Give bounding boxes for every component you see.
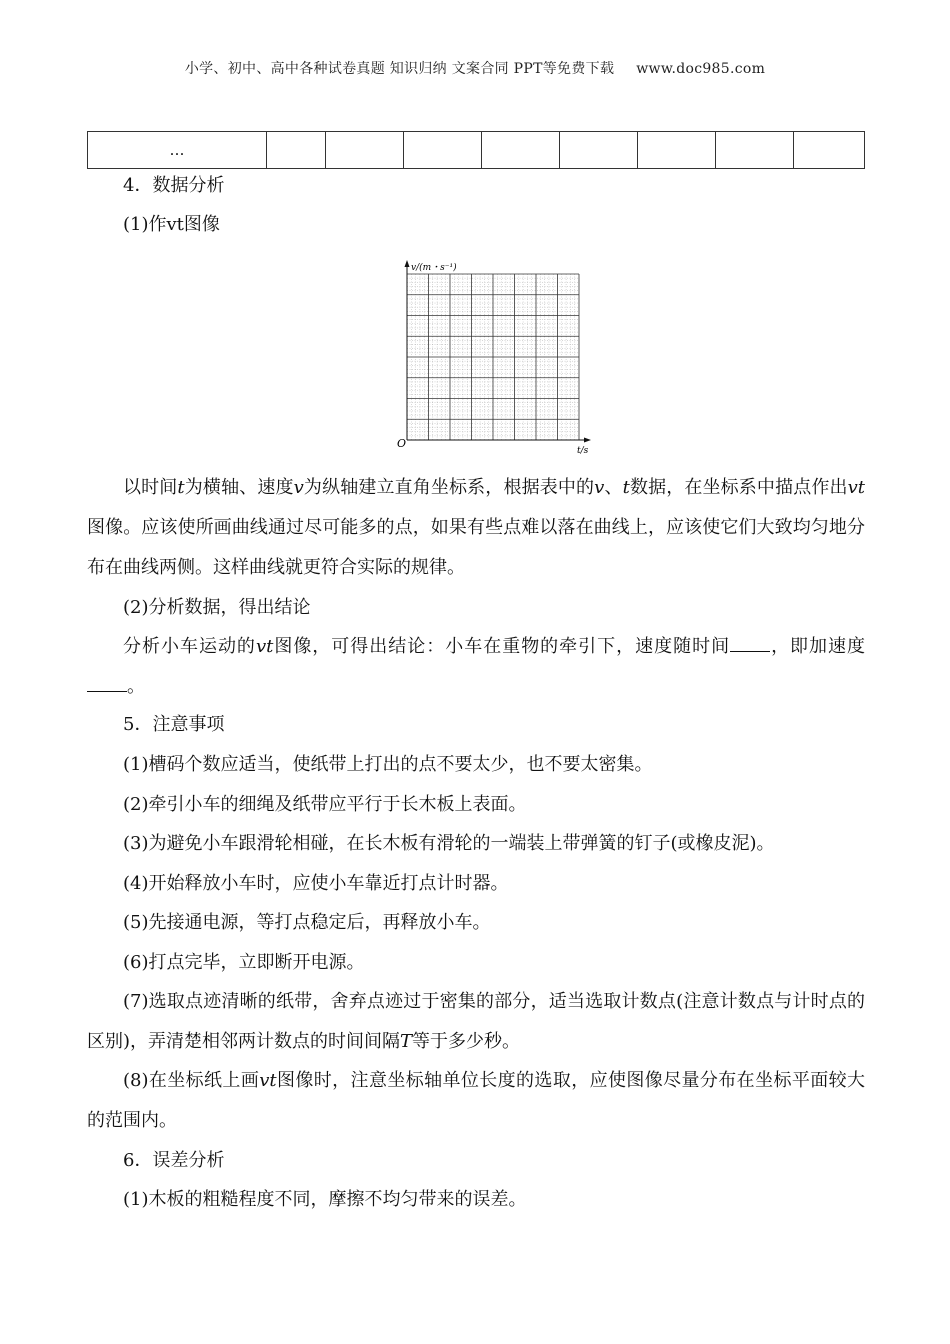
table-cell — [267, 132, 326, 169]
answer-blank[interactable] — [730, 635, 770, 652]
paragraph-conclusion: 分析小车运动的vt图像，可得出结论：小车在重物的牵引下，速度随时间 ，即加速度。 — [87, 627, 865, 707]
table-cell: … — [88, 132, 267, 169]
table-row — [88, 132, 865, 169]
header-text: 小学、初中、高中各种试卷真题 知识归纳 文案合同 PPT等免费下载 — [184, 61, 615, 77]
note-item-5: (5)先接通电源，等打点稳定后，再释放小车。 — [123, 912, 491, 933]
error-item-1: (1)木板的粗糙程度不同，摩擦不均匀带来的误差。 — [123, 1189, 527, 1210]
origin-label: O — [397, 437, 407, 450]
table-cell — [482, 132, 560, 169]
data-table-continuation — [87, 131, 865, 169]
table-cell — [326, 132, 404, 169]
note-item-1: (1)槽码个数应适当，使纸带上打出的点不要太少，也不要太密集。 — [123, 754, 653, 775]
paragraph-plot-method: 以时间t为横轴、速度v为纵轴建立直角坐标系，根据表中的v、t数据，在坐标系中描点作出vt图像。应该使所画曲线通过尽可能多的点，如果有些点难以落在曲线上，应该使它们大致均匀地分布在曲线两侧。这样曲线就更符合实际的规律。 — [87, 477, 866, 578]
table-cell — [716, 132, 794, 169]
x-axis-label: t/s — [577, 446, 589, 456]
table-cell — [560, 132, 638, 169]
note-item-7: (7)选取点迹清晰的纸带，舍弃点迹过于密集的部分，适当选取计数点(注意计数点与计时点的区别)，弄清楚相邻两计数点的时间间隔T等于多少秒。 — [87, 991, 865, 1052]
section-4-sub1: (1)作vt图像 — [123, 214, 220, 235]
section-4-sub2: (2)分析数据，得出结论 — [123, 597, 311, 618]
vt-graph-grid — [385, 254, 600, 459]
table-cell — [404, 132, 482, 169]
section-5-title: 5．注意事项 — [123, 714, 225, 735]
note-item-3: (3)为避免小车跟滑轮相碰，在长木板有滑轮的一端装上带弹簧的钉子(或橡皮泥)。 — [123, 833, 775, 854]
table-cell — [638, 132, 716, 169]
header-url[interactable]: www.doc985.com — [636, 61, 766, 77]
note-item-6: (6)打点完毕，立即断开电源。 — [123, 952, 365, 973]
table-cell — [794, 132, 865, 169]
answer-blank[interactable] — [87, 675, 127, 692]
note-item-4: (4)开始释放小车时，应使小车靠近打点计时器。 — [123, 873, 509, 894]
note-item-2: (2)牵引小车的细绳及纸带应平行于长木板上表面。 — [123, 794, 527, 815]
y-axis-label: v/(m・s⁻¹) — [411, 263, 457, 273]
y-axis-arrow-icon — [405, 260, 410, 267]
note-item-8: (8)在坐标纸上画vt图像时，注意坐标轴单位长度的选取，应使图像尽量分布在坐标平面较大的范围内。 — [87, 1070, 866, 1131]
x-axis-arrow-icon — [584, 438, 591, 443]
section-4-title: 4．数据分析 — [123, 175, 225, 196]
section-6-title: 6．误差分析 — [123, 1150, 225, 1171]
page-header — [0, 58, 950, 78]
